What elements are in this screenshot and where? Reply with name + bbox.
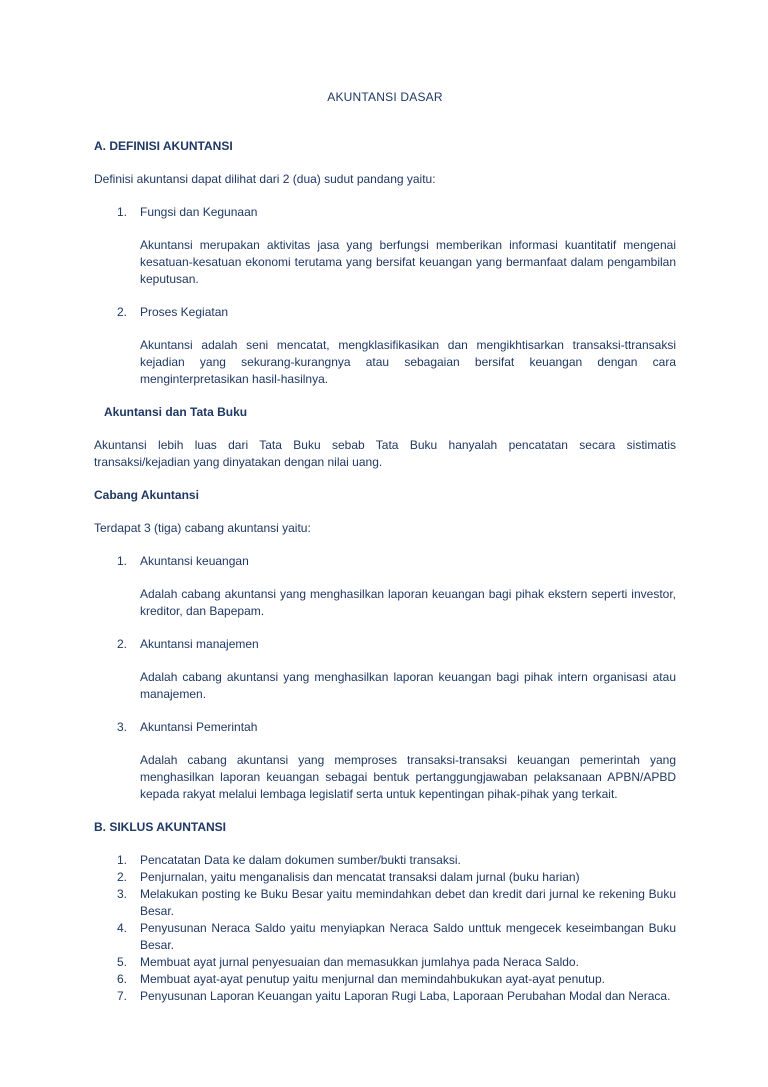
siklus-step-body: Penjurnalan, yaitu menganalisis dan mencatat transaksi dalam jurnal (buku harian)	[140, 870, 580, 884]
list-number: 4.	[117, 921, 128, 935]
list-item-definisi-2	[94, 304, 676, 321]
section-b-heading: B. SIKLUS AKUNTANSI	[94, 820, 226, 834]
list-gutter	[94, 304, 117, 321]
list-gutter	[94, 886, 117, 920]
list-number: 2.	[117, 870, 128, 884]
list-item-label: Fungsi dan Kegunaan	[140, 205, 258, 219]
cabang-heading: Cabang Akuntansi	[94, 488, 199, 502]
siklus-step-body: Membuat ayat jurnal penyesuaian dan memasukkan jumlahya pada Neraca Saldo.	[140, 955, 579, 969]
list-gutter	[94, 869, 117, 886]
siklus-step-body: Penyusunan Neraca Saldo yaitu menyiapkan Neraca Saldo unttuk mengecek keseimbangan Buku Besar.	[140, 921, 676, 952]
list-item-cabang-3	[94, 719, 676, 736]
list-item-definisi-1	[94, 204, 676, 221]
siklus-step	[94, 954, 676, 971]
list-item-cabang-1	[94, 553, 676, 570]
list-number: 1.	[117, 853, 128, 867]
list-number: 6.	[117, 972, 128, 986]
definisi-2-body: Akuntansi adalah seni mencatat, mengklasifikasikan dan mengikhtisarkan transaksi-ttransaksi kejadian yang sekurang-kurangnya atau sebagaian bersifat keuangan dengan cara menginterpretasikan hasil-hasilnya.	[140, 338, 676, 386]
list-item-label: Akuntansi manajemen	[140, 637, 259, 651]
list-number: 2.	[117, 305, 128, 319]
cabang-1-body: Adalah cabang akuntansi yang menghasilkan laporan keuangan bagi pihak ekstern seperti investor, kreditor, dan Bapepam.	[140, 587, 676, 618]
list-number: 1.	[117, 554, 128, 568]
list-gutter	[94, 204, 117, 221]
siklus-step	[94, 886, 676, 920]
list-gutter	[94, 852, 117, 869]
list-number: 5.	[117, 955, 128, 969]
siklus-step-body: Membuat ayat-ayat penutup yaitu menjurnal dan memindahbukukan ayat-ayat penutup.	[140, 972, 605, 986]
cabang-3-body: Adalah cabang akuntansi yang memproses transaksi-transaksi keuangan pemerintah yang menghasilkan laporan keuangan sebagai bentuk pertanggungjawaban pelaksanaan APBN/APBD kepada rakyat melalui lembaga legislatif serta untuk kepentingan pihak-pihak yang terkait.	[140, 753, 676, 801]
list-gutter	[94, 971, 117, 988]
siklus-steps-list	[94, 852, 676, 1005]
list-number: 3.	[117, 720, 128, 734]
siklus-step-body: Penyusunan Laporan Keuangan yaitu Laporan Rugi Laba, Laporaan Perubahan Modal dan Neraca.	[140, 989, 671, 1003]
siklus-step-body: Pencatatan Data ke dalam dokumen sumber/bukti transaksi.	[140, 853, 461, 867]
cabang-intro: Terdapat 3 (tiga) cabang akuntansi yaitu:	[94, 521, 311, 535]
siklus-step-body: Melakukan posting ke Buku Besar yaitu memindahkan debet dan kredit dari jurnal ke rekening Buku Besar.	[140, 887, 676, 918]
list-item-label: Akuntansi keuangan	[140, 554, 249, 568]
list-gutter	[94, 553, 117, 570]
list-gutter	[94, 988, 117, 1005]
list-item-label: Proses Kegiatan	[140, 305, 229, 319]
section-a-heading: A. DEFINISI AKUNTANSI	[94, 139, 233, 153]
tata-buku-body: Akuntansi lebih luas dari Tata Buku sebab Tata Buku hanyalah pencatatan secara sistimatis transaksi/kejadian yang dinyatakan dengan nilai uang.	[94, 438, 676, 469]
definisi-1-body: Akuntansi merupakan aktivitas jasa yang berfungsi memberikan informasi kuantitatif mengenai kesatuan-kesatuan ekonomi terutama yang bersifat keuangan yang bermanfaat dalam pengambilan keputusan.	[140, 238, 676, 286]
list-number: 3.	[117, 887, 128, 901]
siklus-step	[94, 869, 676, 886]
list-number: 2.	[117, 637, 128, 651]
list-number: 1.	[117, 205, 128, 219]
section-a-intro: Definisi akuntansi dapat dilihat dari 2 (dua) sudut pandang yaitu:	[94, 172, 436, 186]
siklus-step	[94, 988, 676, 1005]
siklus-step	[94, 852, 676, 869]
list-gutter	[94, 719, 117, 736]
list-number: 7.	[117, 989, 128, 1003]
list-gutter	[94, 954, 117, 971]
list-item-label: Akuntansi Pemerintah	[140, 720, 258, 734]
list-gutter	[94, 920, 117, 954]
tata-buku-heading: Akuntansi dan Tata Buku	[104, 405, 248, 419]
siklus-step	[94, 920, 676, 954]
cabang-2-body: Adalah cabang akuntansi yang menghasilkan laporan keuangan bagi pihak intern organisasi atau manajemen.	[140, 670, 676, 701]
document-title: AKUNTANSI DASAR	[327, 90, 443, 104]
list-gutter	[94, 636, 117, 653]
siklus-step	[94, 971, 676, 988]
list-item-cabang-2	[94, 636, 676, 653]
